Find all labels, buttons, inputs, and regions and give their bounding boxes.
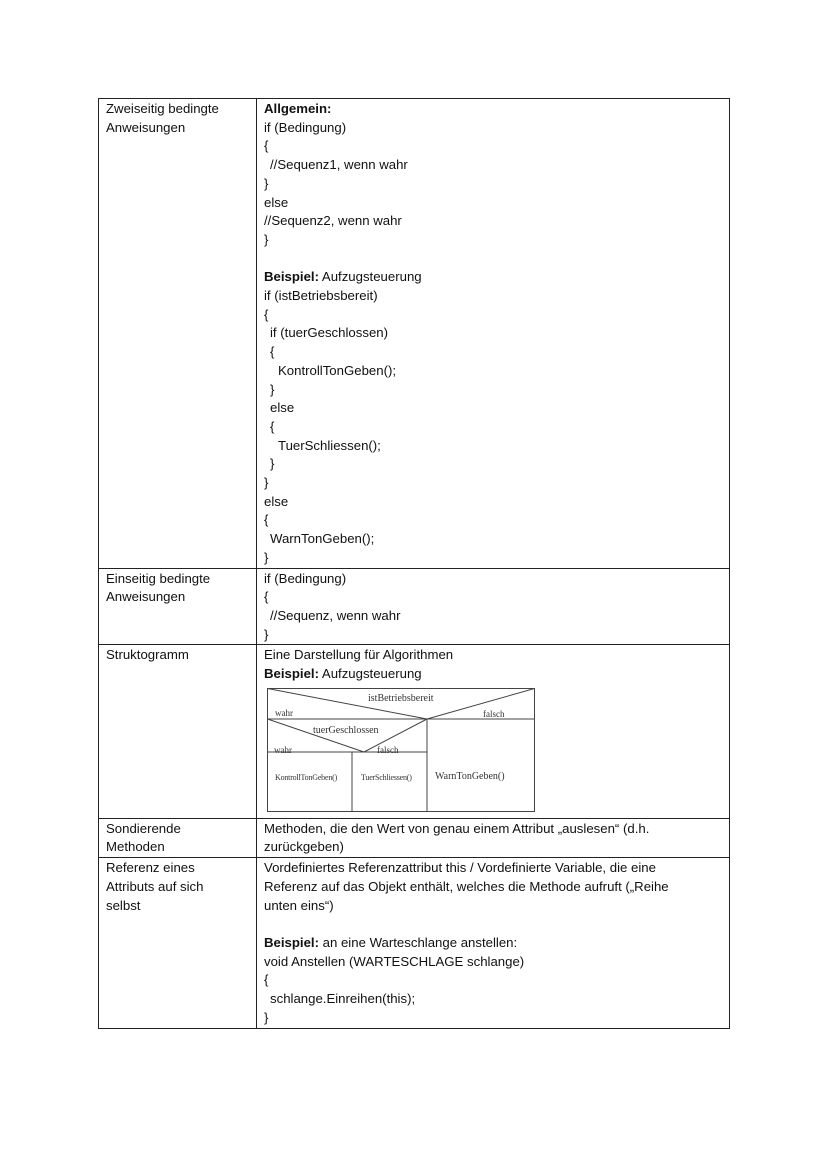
definition-text: Eine Darstellung für Algorithmen <box>264 647 454 663</box>
definition-cell <box>257 818 730 857</box>
code-line: if (istBetriebsbereit) <box>264 288 378 304</box>
code-line: //Sequenz, wenn wahr <box>270 607 401 623</box>
inner-condition-label: tuerGeschlossen <box>313 724 379 736</box>
table-row-referenz <box>99 858 730 1028</box>
code-line: if (Bedingung) <box>264 119 347 135</box>
term-line: Attributs auf sich <box>106 878 204 894</box>
action-tuerschliessen: TuerSchliessen() <box>361 772 412 782</box>
code-line: //Sequenz1, wenn wahr <box>270 157 408 173</box>
table-row-zweiseitig <box>99 99 730 569</box>
definition-cell <box>257 568 730 645</box>
inner-false-label: falsch <box>377 744 399 755</box>
inner-true-label: wahr <box>274 744 292 755</box>
term-line: Zweiseitig bedingte <box>106 101 219 116</box>
definition-text: zurückgeben) <box>264 839 344 855</box>
code-line: { <box>270 344 275 360</box>
code-line: } <box>270 456 275 472</box>
term-line: Einseitig bedingte <box>106 570 211 586</box>
term-line: selbst <box>106 897 141 913</box>
term-cell <box>99 568 257 645</box>
action-warnton: WarnTonGeben() <box>435 770 505 782</box>
code-line: } <box>264 549 269 565</box>
table-row-struktogramm <box>99 645 730 818</box>
term-cell <box>99 99 257 569</box>
example-label: Beispiel: <box>264 934 319 950</box>
example-title: Aufzugsteuerung <box>321 269 422 285</box>
code-line: else <box>264 194 289 210</box>
example-title: Aufzugsteuerung <box>321 666 422 682</box>
term-line: Referenz eines <box>106 860 195 876</box>
example-title: an eine Warteschlange anstellen: <box>322 934 518 950</box>
term-cell <box>99 818 257 857</box>
term-cell <box>99 858 257 1028</box>
definition-cell <box>257 858 730 1028</box>
code-line: void Anstellen (WARTESCHLAGE schlange) <box>264 953 525 969</box>
table-row-sondierend <box>99 818 730 857</box>
table-row-einseitig <box>99 568 730 645</box>
outer-true-label: wahr <box>275 707 293 718</box>
code-line: schlange.Einreihen(this); <box>270 991 416 1007</box>
term-line: Anweisungen <box>106 589 186 605</box>
code-line: { <box>264 512 269 528</box>
code-line: else <box>264 493 289 509</box>
definition-cell <box>257 99 730 569</box>
code-line: TuerSchliessen(); <box>278 437 381 453</box>
section-heading: Allgemein: <box>264 101 332 116</box>
struktogramm-diagram <box>267 688 535 812</box>
code-line: } <box>264 175 269 191</box>
code-line: { <box>264 138 269 154</box>
code-line: if (tuerGeschlossen) <box>270 325 388 341</box>
term-cell <box>99 645 257 818</box>
definition-text: Referenz auf das Objekt enthält, welches die Methode aufruft („Reihe <box>264 878 669 894</box>
code-line: { <box>264 306 269 322</box>
definition-text: unten eins“) <box>264 897 334 913</box>
code-line: } <box>270 381 275 397</box>
example-label: Beispiel: <box>264 269 319 285</box>
code-line: } <box>264 475 269 491</box>
term-line: Anweisungen <box>106 119 186 135</box>
term-line: Struktogramm <box>106 647 189 663</box>
term-line: Sondierende <box>106 820 181 836</box>
code-line: { <box>264 972 269 988</box>
code-line: WarnTonGeben(); <box>270 531 375 547</box>
definition-text: Vordefiniertes Referenzattribut this / Vordefinierte Variable, die eine <box>264 860 656 876</box>
definition-text: Methoden, die den Wert von genau einem Attribut „auslesen“ (d.h. <box>264 820 650 836</box>
code-line: { <box>270 418 275 434</box>
code-line: } <box>264 231 269 247</box>
code-line: if (Bedingung) <box>264 570 347 586</box>
code-line: { <box>264 589 269 605</box>
term-line: Methoden <box>106 839 165 855</box>
outer-false-label: falsch <box>483 708 505 719</box>
definitions-table <box>98 98 730 1029</box>
code-line: } <box>264 1009 269 1025</box>
action-kontrollton: KontrollTonGeben() <box>275 772 338 782</box>
code-line: KontrollTonGeben(); <box>278 362 397 378</box>
example-label: Beispiel: <box>264 666 319 682</box>
code-line: } <box>264 626 269 642</box>
code-line: else <box>270 400 295 416</box>
definition-cell <box>257 645 730 818</box>
code-line: //Sequenz2, wenn wahr <box>264 213 402 229</box>
outer-condition-label: istBetriebsbereit <box>368 692 434 704</box>
